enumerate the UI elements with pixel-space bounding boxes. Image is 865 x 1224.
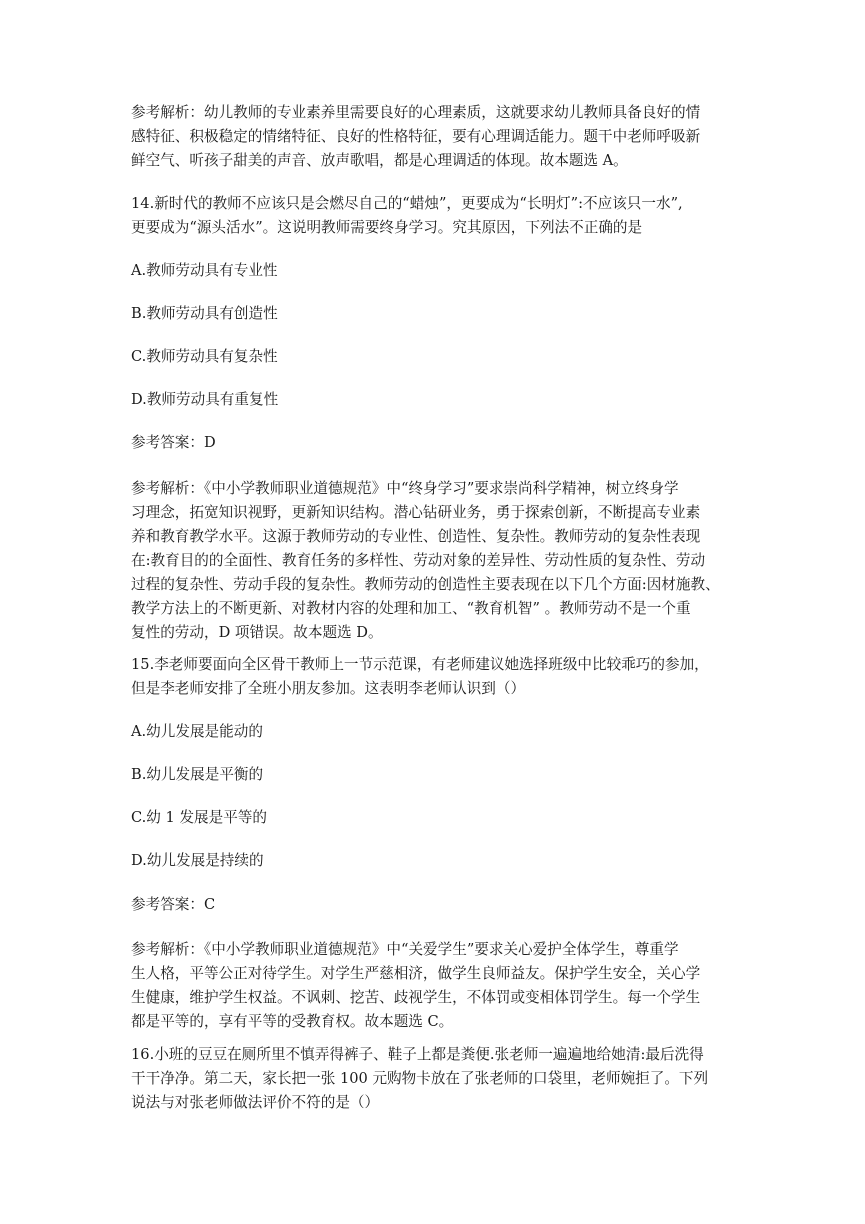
text-line: 习理念，拓宽知识视野，更新知识结构。潜心钻研业务，勇于探索创新，不断提高专业素: [131, 504, 701, 521]
option-14-d: [131, 388, 735, 412]
text-line: D.幼儿发展是持续的: [131, 852, 264, 869]
text-line: 但是李老师安排了全班小朋友参加。这表明李老师认识到（）: [131, 680, 526, 697]
text-line: 说法与对张老师做法评价不符的是（）: [131, 1094, 380, 1111]
text-line: 感特征、积极稳定的情绪特征、良好的性格特征，要有心理调适能力。题干中老师呼吸新: [131, 128, 701, 145]
text-line: C.教师劳动具有复杂性: [131, 348, 278, 365]
text-line: 16.小班的豆豆在厕所里不慎弄得裤子、鞋子上都是粪便.张老师一遍遍地给她清:最后洗得: [131, 1046, 704, 1063]
text-line: B.幼儿发展是平衡的: [131, 766, 264, 783]
text-line: 15.李老师要面向全区骨干教师上一节示范课，有老师建议她选择班级中比较乖巧的参加，: [131, 656, 709, 673]
answer-15: [131, 893, 735, 917]
text-line: 过程的复杂性、劳动手段的复杂性。教师劳动的创造性主要表现在以下几个方面:因材施教、: [131, 576, 720, 593]
text-line: 教学方法上的不断更新、对教材内容的处理和加工、“教育机智” 。教师劳动不是一个重: [131, 600, 691, 617]
text-line: 参考答案：D: [131, 434, 216, 451]
text-line: 复性的劳动，D 项错误。故本题选 D。: [131, 624, 383, 641]
text-line: 生健康，维护学生权益。不讽刺、挖苦、歧视学生，不体罚或变相体罚学生。每一个学生: [131, 989, 701, 1006]
explanation-15: [131, 938, 735, 1034]
text-line: 鲜空气、听孩子甜美的声音、放声歌唱，都是心理调适的体现。故本题选 A。: [131, 152, 628, 169]
text-line: C.幼 1 发展是平等的: [131, 809, 268, 826]
text-line: 在:教育目的的全面性、教育任务的多样性、劳动对象的差异性、劳动性质的复杂性、劳动: [131, 552, 706, 569]
option-14-a: [131, 259, 735, 283]
option-15-a: [131, 720, 735, 744]
text-line: 14.新时代的教师不应该只是会燃尽自己的“蜡烛”，更要成为“长明灯”:不应该只一水”,: [131, 195, 683, 212]
explanation-14: [131, 477, 735, 645]
question-16: [131, 1043, 735, 1115]
explanation-13: [131, 101, 735, 173]
option-15-c: [131, 806, 735, 830]
question-15: [131, 653, 735, 701]
text-line: A.幼儿发展是能动的: [131, 723, 263, 740]
text-line: B.教师劳动具有创造性: [131, 305, 278, 322]
option-14-c: [131, 345, 735, 369]
text-line: 更要成为“源头活水”。这说明教师需要终身学习。究其原因，下列法不正确的是: [131, 219, 643, 236]
option-15-d: [131, 849, 735, 873]
text-line: 养和教育教学水平。这源于教师劳动的专业性、创造性、复杂性。教师劳动的复杂性表现: [131, 528, 701, 545]
text-line: 参考解析：幼儿教师的专业素养里需要良好的心理素质，这就要求幼儿教师具备良好的情: [131, 104, 701, 121]
answer-14: [131, 431, 735, 455]
option-15-b: [131, 763, 735, 787]
text-line: 干干净净。第二天，家长把一张 100 元购物卡放在了张老师的口袋里，老师婉拒了。下列: [131, 1070, 709, 1087]
text-line: 都是平等的，享有平等的受教育权。故本题选 C。: [131, 1013, 454, 1030]
text-line: 参考答案：C: [131, 896, 216, 913]
text-line: 生人格，平等公正对待学生。对学生严慈相济，做学生良师益友。保护学生安全，关心学: [131, 965, 701, 982]
text-line: D.教师劳动具有重复性: [131, 391, 279, 408]
text-line: 参考解析：《中小学教师职业道德规范》中“关爱学生”要求关心爱护全体学生，尊重学: [131, 941, 679, 958]
text-line: 参考解析：《中小学教师职业道德规范》中“终身学习”要求崇尚科学精神，树立终身学: [131, 480, 679, 497]
option-14-b: [131, 302, 735, 326]
text-line: A.教师劳动具有专业性: [131, 262, 278, 279]
question-14: [131, 192, 735, 240]
